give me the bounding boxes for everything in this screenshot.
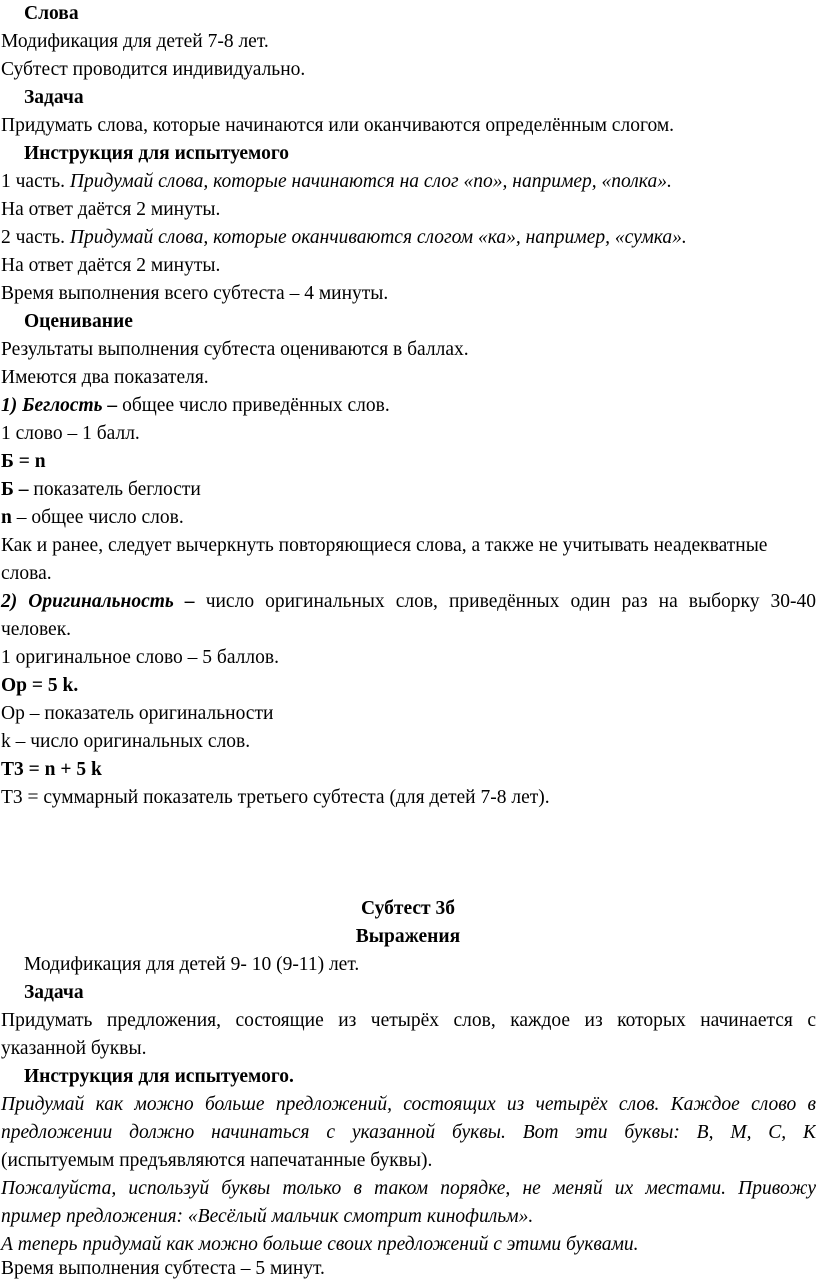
task-text: Придумать слова, которые начинаются или оканчиваются определённым слогом.	[1, 115, 675, 136]
note-line-1: Как и ранее, следует вычеркнуть повторяющиеся слова, а также не учитывать неадекватные	[1, 535, 768, 556]
instruction-line-2: предложении должно начинаться с указанной буквы. Вот эти буквы: В, М, С, К	[1, 1122, 816, 1143]
n-desc: – общее число слов.	[11, 507, 184, 528]
note-line-2: слова.	[1, 563, 52, 584]
part2-instruction: Придумай слова, которые оканчиваются слогом «ка», например, «сумка».	[69, 227, 687, 248]
originality-formula: Ор = 5 k.	[1, 675, 79, 696]
n-symbol: n	[1, 507, 12, 528]
part1-time: На ответ даётся 2 минуты.	[1, 199, 221, 220]
modification-text: Модификация для детей 7-8 лет.	[1, 31, 269, 52]
part1-label: 1 часть.	[1, 171, 70, 192]
subtest-subtitle: Выражения	[355, 926, 461, 947]
fluency-formula: Б = n	[1, 451, 46, 472]
instruction-heading: Инструкция для испытуемого	[24, 143, 289, 164]
instruction-line-3: (испытуемым предъявляются напечатанные буквы).	[1, 1150, 433, 1171]
t3-formula: Т3 = n + 5 k	[1, 759, 102, 780]
subtest-task-heading: Задача	[24, 982, 84, 1003]
section-title: Слова	[24, 3, 79, 24]
fluency-line	[1, 395, 816, 417]
subtest-task-line-2: указанной буквы.	[1, 1038, 147, 1059]
b-definition	[1, 479, 816, 501]
subtest-modification: Модификация для детей 9- 10 (9-11) лет.	[24, 954, 360, 975]
individual-text: Субтест проводится индивидуально.	[1, 59, 306, 80]
n-definition	[1, 507, 816, 529]
subtest-time: Время выполнения субтеста – 5 минут.	[1, 1258, 325, 1279]
part2-line	[1, 227, 816, 249]
scoring-heading: Оценивание	[24, 311, 133, 332]
k-definition: k – число оригинальных слов.	[1, 731, 251, 752]
task-heading: Задача	[24, 87, 84, 108]
fluency-desc: общее число приведённых слов.	[122, 395, 390, 416]
fluency-label: 1) Беглость –	[1, 395, 123, 416]
subtest-title: Субтест 3б	[361, 898, 455, 919]
originality-desc: число оригинальных слов, приведённых один раз на выборку 30-40	[205, 591, 816, 612]
originality-points: 1 оригинальное слово – 5 баллов.	[1, 647, 279, 668]
part2-label: 2 часть.	[1, 227, 70, 248]
instruction-line-4: Пожалуйста, используй буквы только в таком порядке, не меняй их местами. Привожу	[1, 1178, 816, 1199]
two-indicators-text: Имеются два показателя.	[1, 367, 209, 388]
instruction-line-5: пример предложения: «Весёлый мальчик смотрит кинофильм».	[1, 1206, 534, 1227]
originality-label: 2) Оригинальность –	[1, 591, 206, 612]
originality-line	[1, 591, 816, 613]
subtest-instruction-heading: Инструкция для испытуемого.	[24, 1066, 294, 1087]
originality-cont: человек.	[1, 619, 72, 640]
op-definition: Ор – показатель оригинальности	[1, 703, 274, 724]
total-time: Время выполнения всего субтеста – 4 минуты.	[1, 283, 389, 304]
instruction-line-6: А теперь придумай как можно больше своих предложений с этими буквами.	[1, 1234, 639, 1255]
part1-line	[1, 171, 816, 193]
part2-time: На ответ даётся 2 минуты.	[1, 255, 221, 276]
t3-definition: Т3 = суммарный показатель третьего субтеста (для детей 7-8 лет).	[1, 787, 550, 808]
results-text: Результаты выполнения субтеста оцениваются в баллах.	[1, 339, 469, 360]
subtest-task-line-1: Придумать предложения, состоящие из четырёх слов, каждое из которых начинается с	[1, 1010, 816, 1031]
instruction-line-1: Придумай как можно больше предложений, состоящих из четырёх слов. Каждое слово в	[1, 1094, 816, 1115]
fluency-points: 1 слово – 1 балл.	[1, 423, 140, 444]
b-symbol: Б –	[1, 479, 34, 500]
part1-instruction: Придумай слова, которые начинаются на слог «по», например, «полка».	[69, 171, 672, 192]
b-desc: показатель беглости	[33, 479, 201, 500]
